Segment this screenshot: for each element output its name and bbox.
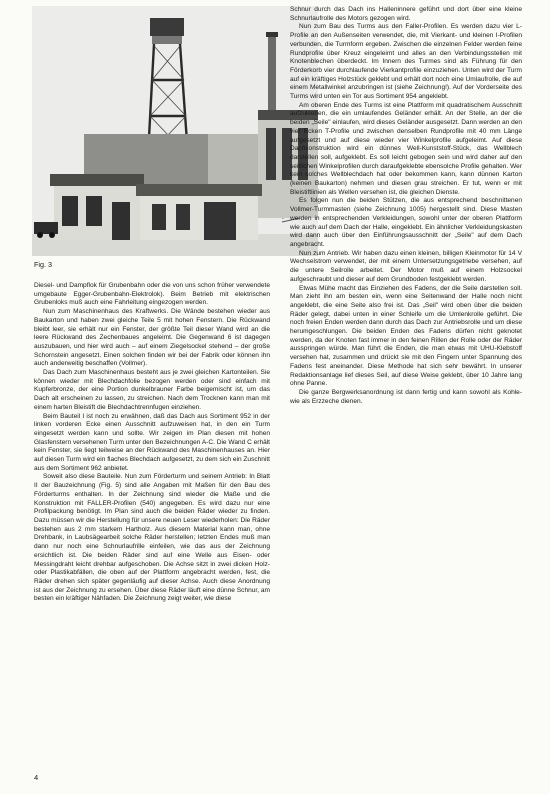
paragraph: Das Dach zum Maschinenhaus besteht aus je zwei gleichen Kartonteilen. Sie können wieder mit Blechdachfolie bezogen werden oder sind einfach mit Kupferbronze, der eine Portion dunkelbrauner Farbe beigemischt ist, um das Dach alt erscheinen zu lassen, zu streichen. Nach dem Trocknen kann man mit einem harten Bleistift die Blechdachtrennfugen einziehen.: [34, 369, 270, 411]
paragraph: Nun zum Bau des Turms aus den Faller-Profilen. Es werden dazu vier L-Profile an den Außenseiten verwendet, die, mit Vierkant- und kleinen I-Profilen verbunden, die Turmform ergeben. Zwischen die einzelnen Felder werden feine Rundprofile über Kreuz eingeleimt und alles an den Verbindungsstellen mit Knotenblechen überdeckt. Im Innern des Turmes sind als Führung für den Förderkorb vier durchlaufende Vierkantprofile einzuziehen. Unten wird der Turm auf ein kräftiges Holzstück geklebt und erhält dort noch eine Umlaufrolle, die auf einem Metallwinkel anzubringen ist (siehe Zeichnung!). Auf der Vorderseite des Turms wird unten ein Tor aus Sortiment 954 angeklebt.: [290, 23, 522, 101]
paragraph: Nun zum Antrieb. Wir haben dazu einen kleinen, billigen Kleinmotor für 14 V Wechselstrom verwendet, der mit einem Untersetzungsgetriebe versehen, auf die untere Seilrolle arbeitet. Der Motor muß auf einem Holzsockel aufgeschraubt und dieser auf dem Grundboden festgeklebt werden.: [290, 249, 522, 283]
paragraph: Die ganze Bergwerksanordnung ist dann fertig und kann sowohl als Kohle- wie als Erzzeche dienen.: [290, 388, 522, 405]
mine-model-illustration: [32, 6, 318, 256]
paragraph: Nun zum Maschinenhaus des Kraftwerks. Die Wände bestehen wieder aus Baukarton und haben zwei gleiche Teile 5 mit hohen Fenstern. Die Rückwand bleibt leer, sie erhält nur ein Fenster, der größte Teil dieser Wand wird an die leere Rückwand des Zechenbaues angeleimt. Die Gegenwand 6 ist dagegen auszubauen, und hier wird auch – auf einem Ziegelsockel stehend – der große Schornstein angesetzt. Einen solchen finden wir bei der Fabrik oder können ihn auch anderweitig beschaffen (Vollmer).: [34, 308, 270, 368]
paragraph: Etwas Mühe macht das Einziehen des Fadens, der die Seile darstellen soll. Man zieht ihn am besten ein, wenn eine Seitenwand der Halle noch nicht angeklebt, die eine Seite also frei ist. Das „Seil" wird oben über die beiden Räder gelegt, dabei unten in einer Schleife um die Umlenkrolle geführt. Die noch freien Enden werden dann durch das Dach zur Antriebsrolle und um diese herumgeschlungen. Die beiden Enden des Fadens dürfen nicht geknotet werden, da der Knoten fast immer in den feinen Rillen der Rolle oder der Räder ausspringen würde. Man führt die Enden, die man etwas mit UHU-Klebstoff versehen hat, zusammen und drückt sie mit den Fingern unter Spannung des Fadens fest aneinander. Diese Methode hat sich sehr bewährt. In unserer Redaktionsanlage lief dieses Seil, auf diese Weise geklebt, über 10 Jahre lang ohne Panne.: [290, 284, 522, 388]
paragraph: Schnur durch das Dach ins Halleninnere geführt und dort über eine kleine Schnurlaufrolle des Motors gezogen wird.: [290, 6, 522, 22]
paragraph: Diesel- und Dampflok für Grubenbahn oder die von uns schon früher verwendete umgebaute Egger-Grubenbahn-Elektrolok). Beim Betrieb mit elektrischen Grubenloks muß auch eine Fahrleitung eingezogen werden.: [34, 282, 270, 307]
page-number: 4: [34, 773, 39, 782]
paragraph: Am oberen Ende des Turms ist eine Plattform mit quadratischem Ausschnitt aufzukleben, die ein umlaufendes Geländer erhält. An der Stelle, an der die beiden „Seile" einlaufen, wird dieses Geländer ausgesetzt. Dann werden an den vier Ecken T-Profile und zwischen denselben Rundprofile mit 40 mm Länge aufgesetzt und auf diese wieder vier Winkelprofile aufgeleimt. Auf diese Dachkonstruktion wird ein dünnes Well-Kunststoff-Stück, das Wellblech darstellen soll, aufgeklebt. Es soll leicht gebogen sein und wird daher auf den seitlichen Winkelprofilen durch daraufgeklebte ebensolche Profile gehalten. Wer kein solches Wellblechdach hat oder bekommen kann, kann dünnen Karton (keinen Baukarton) nehmen und diesen grau streichen. Er tut, wenn er mit Bleistiftlinien als Wellen versehen ist, die gleichen Dienste.: [290, 101, 522, 196]
figure-caption: Fig. 3: [34, 260, 52, 269]
right-text-column: [290, 6, 522, 406]
paragraph: Es folgen nun die beiden Stützen, die aus entsprechend beschnittenen Vollmer-Turmmasten (siehe Zeichnung 1005) hergestellt sind. Diese Masten werden in entsprechenden Verkleidungen, sowohl unter der oberen Plattform wie auch auf dem Dach der Halle, eingeklebt. Ein ähnlicher Verkleidungskasten wird dann auch über den Einführungsausschnitt der „Seile" auf dem Dach angebracht.: [290, 197, 522, 248]
paragraph: Beim Bauteil I ist noch zu erwähnen, daß das Dach aus Sortiment 952 in der linken vorderen Ecke einen Ausschnitt aufzuweisen hat, in den ein Turm eingesetzt werden kann und sollte. Wir zeigen im Plan diesen mit hohen Glasfenstern versehenen Turm unter den Bezeichnungen A-C. Die Wand C erhält kein Fenster, sie liegt teilweise an der Rückwand des Maschinenhauses an. Hier auf diesen Turm wird ein flaches Blechdach aufgesetzt, zu dem sich ein Zuschnitt aus dem Sortiment 962 anbietet.: [34, 412, 270, 472]
left-text-column: [34, 282, 270, 604]
paragraph: Soweit also diese Bauteile. Nun zum Förderturm und seinem Antrieb: In Blatt II der Bauzeichnung (Fig. 5) sind alle Angaben mit Maßen für den Bau des Förderturms enthalten. In der Zeichnung sind wieder die Maße und die Konstruktion mit FALLER-Profilen (540) angegeben. Es wird dazu nur eine Profilpackung benötigt. Im Plan sind auch die beiden Räder wieder zu finden. Dazu müssen wir die Herstellung für unsere neuen Leser wiederholen: Die Räder bestehen aus 2 mm starkem Hartholz. Aus diesem Material kann man, ohne Drehbank, in Laubsägearbeit solche Räder herstellen; letzten Endes muß man dann nur noch eine Schnurlaufrille einfeilen, wie das aus der Zeichnung ersichtlich ist. Die beiden Räder sind auf eine Welle aus Eisen- oder Messingdraht leicht drehbar aufgeschoben. Die Achse sitzt in zwei dicken Holz- oder Plastikabfällen, die oben auf der Plattform angebracht werden, fest, die Räder drehen sich später gegenläufig auf dieser Achse. Auch diese Anordnung ist aus der Zeichnung zu ersehen. Über diese Räder läuft eine dünne Schnur, am besten ein kräftiger Nähfaden. Die Zeichnung zeigt weiter, wie diese: [34, 473, 270, 603]
model-photo: [32, 6, 318, 256]
